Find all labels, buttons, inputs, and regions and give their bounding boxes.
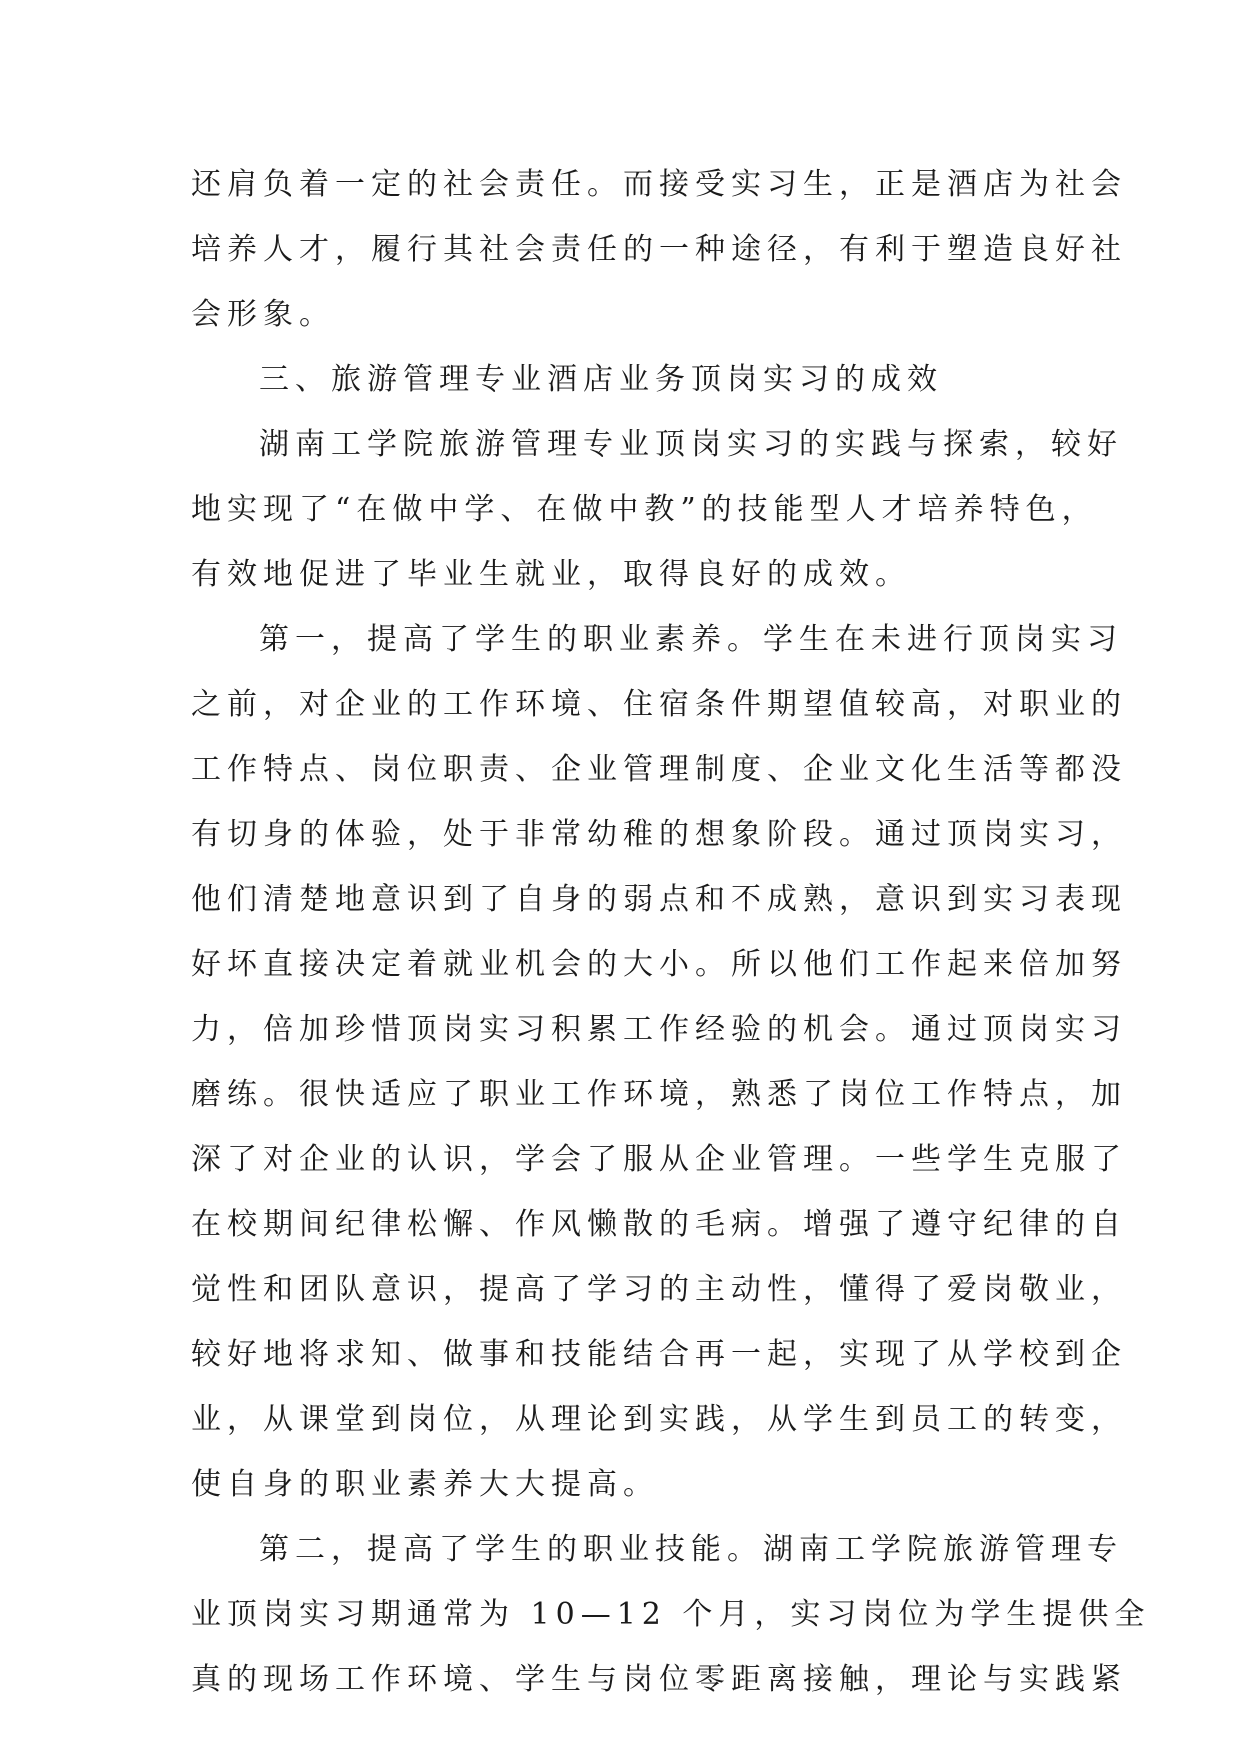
text-line: 真的现场工作环境、学生与岗位零距离接触，理论与实践紧 bbox=[191, 1662, 1127, 1697]
text-line: 深了对企业的认识，学会了服从企业管理。一些学生克服了 bbox=[191, 1142, 1127, 1177]
text-line: 会形象。 bbox=[191, 297, 335, 332]
text-line: 好坏直接决定着就业机会的大小。所以他们工作起来倍加努 bbox=[191, 947, 1127, 982]
text-line: 较好地将求知、做事和技能结合再一起，实现了从学校到企 bbox=[191, 1337, 1127, 1372]
text-line: 第二，提高了学生的职业技能。湖南工学院旅游管理专 bbox=[259, 1532, 1123, 1567]
text-line: 他们清楚地意识到了自身的弱点和不成熟，意识到实习表现 bbox=[191, 882, 1127, 917]
text-line: 使自身的职业素养大大提高。 bbox=[191, 1467, 659, 1502]
text-line: 有切身的体验，处于非常幼稚的想象阶段。通过顶岗实习， bbox=[191, 817, 1127, 852]
text-line: 觉性和团队意识，提高了学习的主动性，懂得了爱岗敬业， bbox=[191, 1272, 1127, 1307]
text-line: 业顶岗实习期通常为 10—12 个月，实习岗位为学生提供全 bbox=[191, 1597, 1151, 1632]
text-line: 力，倍加珍惜顶岗实习积累工作经验的机会。通过顶岗实习 bbox=[191, 1012, 1127, 1047]
text-line: 有效地促进了毕业生就业，取得良好的成效。 bbox=[191, 557, 911, 592]
text-line: 第一，提高了学生的职业素养。学生在未进行顶岗实习 bbox=[259, 622, 1123, 657]
text-line: 在校期间纪律松懈、作风懒散的毛病。增强了遵守纪律的自 bbox=[191, 1207, 1127, 1242]
body-text bbox=[191, 152, 1151, 1712]
text-line: 培养人才，履行其社会责任的一种途径，有利于塑造良好社 bbox=[191, 232, 1127, 267]
text-line: 之前，对企业的工作环境、住宿条件期望值较高，对职业的 bbox=[191, 687, 1127, 722]
section-heading: 三、旅游管理专业酒店业务顶岗实习的成效 bbox=[259, 362, 943, 397]
text-line: 湖南工学院旅游管理专业顶岗实习的实践与探索，较好 bbox=[259, 427, 1123, 462]
text-line: 业，从课堂到岗位，从理论到实践，从学生到员工的转变， bbox=[191, 1402, 1127, 1437]
text-line: 工作特点、岗位职责、企业管理制度、企业文化生活等都没 bbox=[191, 752, 1127, 787]
text-line: 还肩负着一定的社会责任。而接受实习生，正是酒店为社会 bbox=[191, 167, 1127, 202]
text-line: 地实现了“在做中学、在做中教”的技能型人才培养特色， bbox=[191, 492, 1098, 527]
text-line: 磨练。很快适应了职业工作环境，熟悉了岗位工作特点，加 bbox=[191, 1077, 1127, 1112]
